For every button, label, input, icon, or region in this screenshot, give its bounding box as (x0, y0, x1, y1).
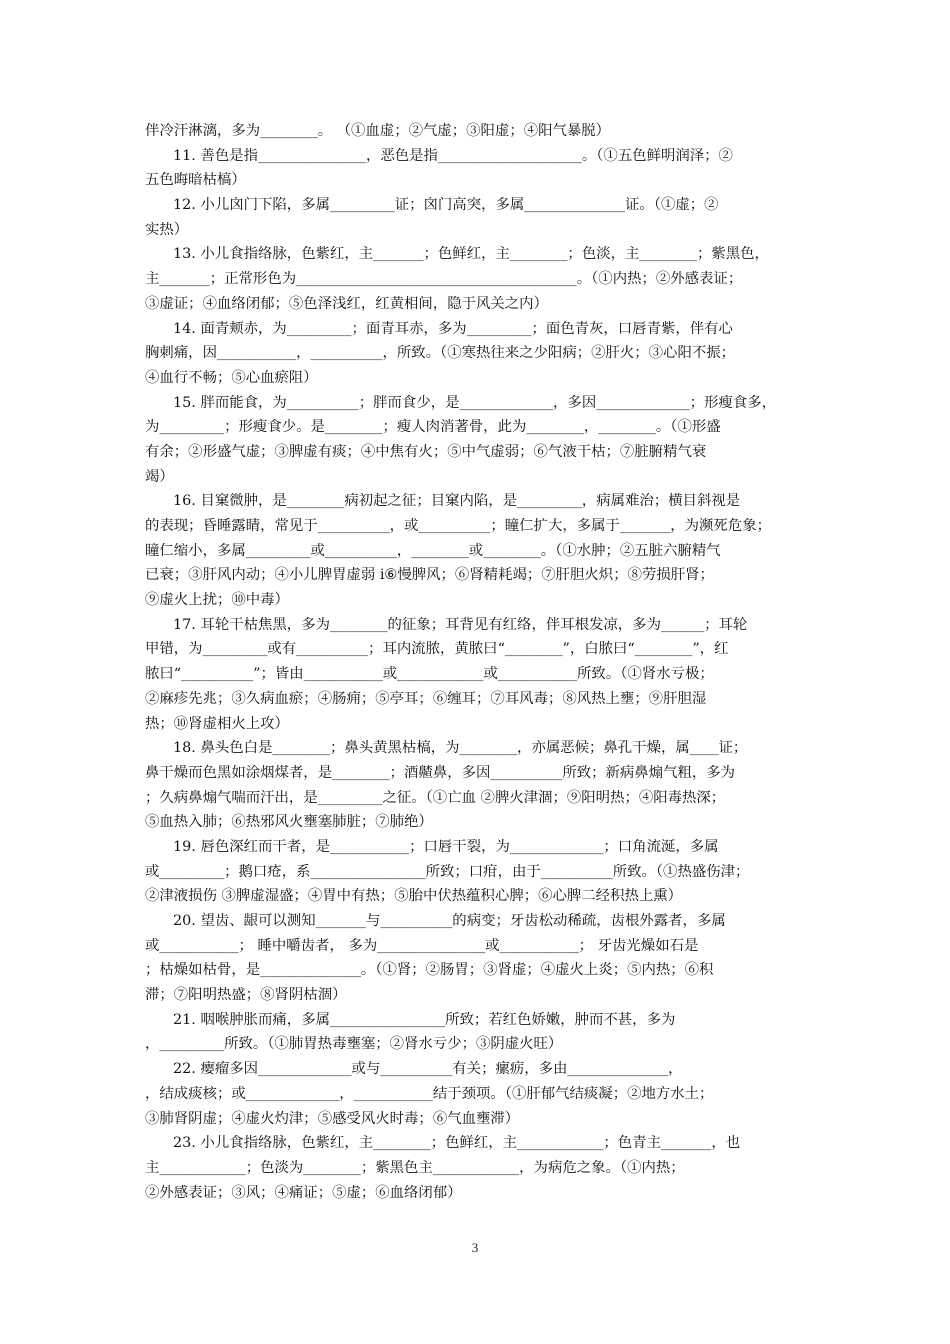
text-line: ④血行不畅；⑤心血瘀阻） (145, 369, 318, 386)
text-line: 12. 小儿囟门下陷，多属_________证；囟门高突，多属______________证。（①虚；② (173, 197, 719, 214)
text-line: 18. 鼻头色白是________；鼻头黄黑枯槁，为________，亦属恶候；鼻孔干燥，属____证； (173, 740, 748, 757)
text-line: 的表现；昏睡露睛，常见于__________，或__________；瞳仁扩大，多属于_______，为濒死危象； (145, 518, 771, 534)
text-line: ；枯燥如枯骨，是______________。（①肾；②肠胃；③肾虚；④虚火上炎；⑤内热；⑥积 (145, 962, 714, 979)
text-line: 有余；②形盛气虚；③脾虚有痰；④中焦有火；⑤中气虚弱；⑥气液干枯；⑦脏腑精气衰 (145, 443, 707, 460)
text-line: ⑤血热入肺；⑥热邪风火壅塞肺脏；⑦肺绝） (145, 814, 433, 831)
text-line: ②麻疹先兆；③久病血瘀；④肠痈；⑤亭耳；⑥缠耳；⑦耳风毒；⑧风热上壅；⑨肝胆湿 (145, 690, 707, 707)
text-line: 主____________；色淡为________；紫黑色主____________，为病危之象。（①内热； (145, 1159, 685, 1176)
text-line: 瞳仁缩小，多属_________或__________，________或________。（①水肿；②五脏六腑精气 (145, 542, 721, 559)
text-line: ⑨虚火上扰；⑩中毒） (145, 592, 289, 609)
text-line: 22. 瘿瘤多因_____________或与__________有关；瘰疬，多由______________， (173, 1061, 683, 1078)
text-line: 热；⑩肾虚相火上攻） (145, 715, 289, 732)
document-body (145, 119, 820, 1205)
text-line: 13. 小儿食指络脉，色紫红，主_______；色鲜红，主________；色淡，主________；紫黑色， (173, 246, 769, 263)
text-line: 主_______；正常形色为_______________________________________。（①内热；②外感表证； (145, 271, 743, 288)
text-line: ③肺肾阴虚；④虚火灼津；⑤感受风火时毒；⑥气血壅滞） (145, 1110, 520, 1127)
text-line: 14. 面青颊赤，为_________；面青耳赤，多为_________；面色青灰，口唇青紫，伴有心 (173, 320, 733, 337)
text-line: 五色晦暗枯槁） (145, 172, 246, 189)
text-line: 15. 胖而能食，为__________；胖而食少，是_____________，多因_____________；形瘦食多， (173, 394, 777, 411)
text-line: 脓曰“__________”；皆由___________或____________或___________所致。（①肾水亏极； (145, 666, 714, 683)
text-line: 16. 目窠微肿，是________病初起之征；目窠内陷，是_________，病属难治；横目斜视是 (173, 493, 741, 510)
page-number: 3 (471, 1240, 479, 1255)
text-line: 或___________； 睡中嚼齿者， 多为_______________或___________； 牙齿光燥如石是 (145, 937, 699, 954)
text-line: ，结成痰核；或_____________，___________结于颈项。（①肝郁气结痰凝；②地方水土； (145, 1085, 714, 1102)
text-line: 或_________；鹅口疮，系________________所致；口疳，由于__________所致。（①热盛伤津； (145, 863, 750, 880)
text-line: 17. 耳轮干枯焦黑，多为________的征象；耳背见有红络，伴耳根发凉，多为______；耳轮 (173, 616, 748, 633)
text-line: 19. 唇色深红而干者，是___________；口唇干裂，为_____________；口角流涎，多属 (173, 838, 719, 855)
text-line: 20. 望齿、龈可以测知_______与__________的病变；牙齿松动稀疏，齿根外露者，多属 (173, 913, 726, 929)
text-line: ；久病鼻煽气喘而汗出，是_________之征。（①亡血 ②脾火津涸；⑨阳明热；④阳毒热深； (145, 789, 726, 806)
text-line: ②津液损伤 ③脾虚湿盛；④胃中有热；⑤胎中伏热蕴积心脾；⑥心脾二经积热上熏） (145, 888, 683, 905)
text-line: 已衰；③肝风内动；④小儿脾胃虚弱 i⑥慢脾风；⑥肾精耗竭；⑦肝胆火炽；⑧劳损肝肾； (145, 567, 714, 584)
text-line: 甲错，为_________或有__________；耳内流脓，黄脓曰“________”，白脓曰“________”，红 (145, 641, 729, 658)
text-line: 11. 善色是指_______________，恶色是指____________________。（①五色鲜明润泽；② (173, 147, 733, 164)
text-line: 滞；⑦阳明热盛；⑧肾阴枯涸） (145, 987, 347, 1004)
text-line: ②外感表证；③风；④痛证；⑤虚；⑥血络闭郁） (145, 1184, 462, 1201)
text-line: 实热） (145, 221, 189, 238)
text-line: ，_________所致。（①肺胃热毒壅塞；②肾水亏少；③阴虚火旺） (145, 1036, 563, 1053)
text-line: 鼻干燥而色黑如涂烟煤者，是________；酒齄鼻，多因__________所致；新病鼻煽气粗，多为 (145, 764, 736, 781)
text-line: 伴冷汗淋漓，多为________。 （①血虚；②气虚；③阳虚；④阳气暴脱） (145, 123, 611, 139)
text-line: 为_________；形瘦食少。是________；瘦人肉消著骨，此为________，________。（①形盛 (145, 419, 721, 436)
text-line: 竭） (145, 468, 174, 485)
text-line: 21. 咽喉肿胀而痛，多属________________所致；若红色娇嫩，肿而不甚，多为 (173, 1011, 676, 1028)
text-line: ③虚证；④血络闭郁；⑤色泽浅红，红黄相间，隐于风关之内） (145, 295, 548, 312)
text-line: 23. 小儿食指络脉，色紫红，主________；色鲜红，主____________；色青主_______，也 (173, 1135, 741, 1152)
text-line: 胸刺痛，因___________，__________，所致。（①寒热往来之少阳病；②肝火；③心阳不振； (145, 345, 736, 362)
